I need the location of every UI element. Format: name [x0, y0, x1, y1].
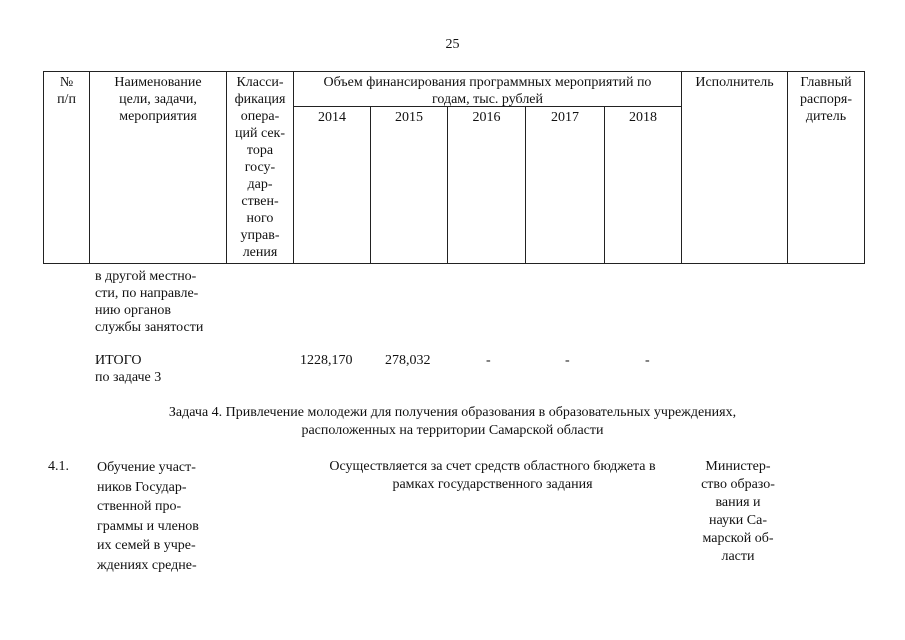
total-value-2018: - [645, 353, 650, 368]
header-col-name: Наименование цели, задачи, мероприятия [114, 75, 202, 124]
table-top-border [43, 71, 864, 72]
header-year-2015: 2015 [395, 110, 423, 125]
header-col-funding: Объем финансирования программных мероприятий по годам, тыс. рублей [323, 75, 652, 107]
col-border [604, 106, 605, 264]
col-border [681, 71, 682, 264]
continuation-text: в другой местно- сти, по направле- нию органов службы занятости [95, 269, 204, 335]
header-col-manager: Главный распоря- дитель [799, 75, 853, 124]
header-year-2017: 2017 [551, 110, 579, 125]
total-label: ИТОГО по задаче 3 [95, 353, 162, 385]
item-number: 4.1. [48, 459, 69, 474]
total-value-2016: - [486, 353, 491, 368]
item-executor: Министер- ство образо- вания и науки Са- марской об- ласти [701, 459, 775, 564]
table-bottom-border [43, 263, 864, 264]
total-value-2015: 278,032 [385, 353, 431, 368]
task-4-heading: Задача 4. Привлечение молодежи для получения образования в образовательных учреждениях, расположенных на территории Самарской области [168, 405, 737, 438]
total-value-2017: - [565, 353, 570, 368]
total-value-2014: 1228,170 [300, 353, 353, 368]
header-year-2016: 2016 [472, 110, 501, 125]
header-year-2018: 2018 [629, 110, 657, 125]
page-number: 25 [445, 37, 460, 52]
col-border [370, 106, 371, 264]
item-name: Обучение участ- ников Государ- ственной про- граммы и членов их семей в учре- ждениях средне- [97, 460, 199, 573]
item-funding-note: Осуществляется за счет средств областного бюджета в рамках государственного задания [329, 459, 656, 492]
col-border [447, 106, 448, 264]
col-border [525, 106, 526, 264]
col-border [864, 71, 865, 264]
header-col-number: № п/п [57, 75, 76, 107]
header-col-executor: Исполнитель [695, 75, 774, 90]
header-year-2014: 2014 [318, 110, 346, 125]
header-col-classification: Класси- фикация опера- ций сек- тора госу- дар- ствен- ного управ- ления [234, 75, 286, 260]
